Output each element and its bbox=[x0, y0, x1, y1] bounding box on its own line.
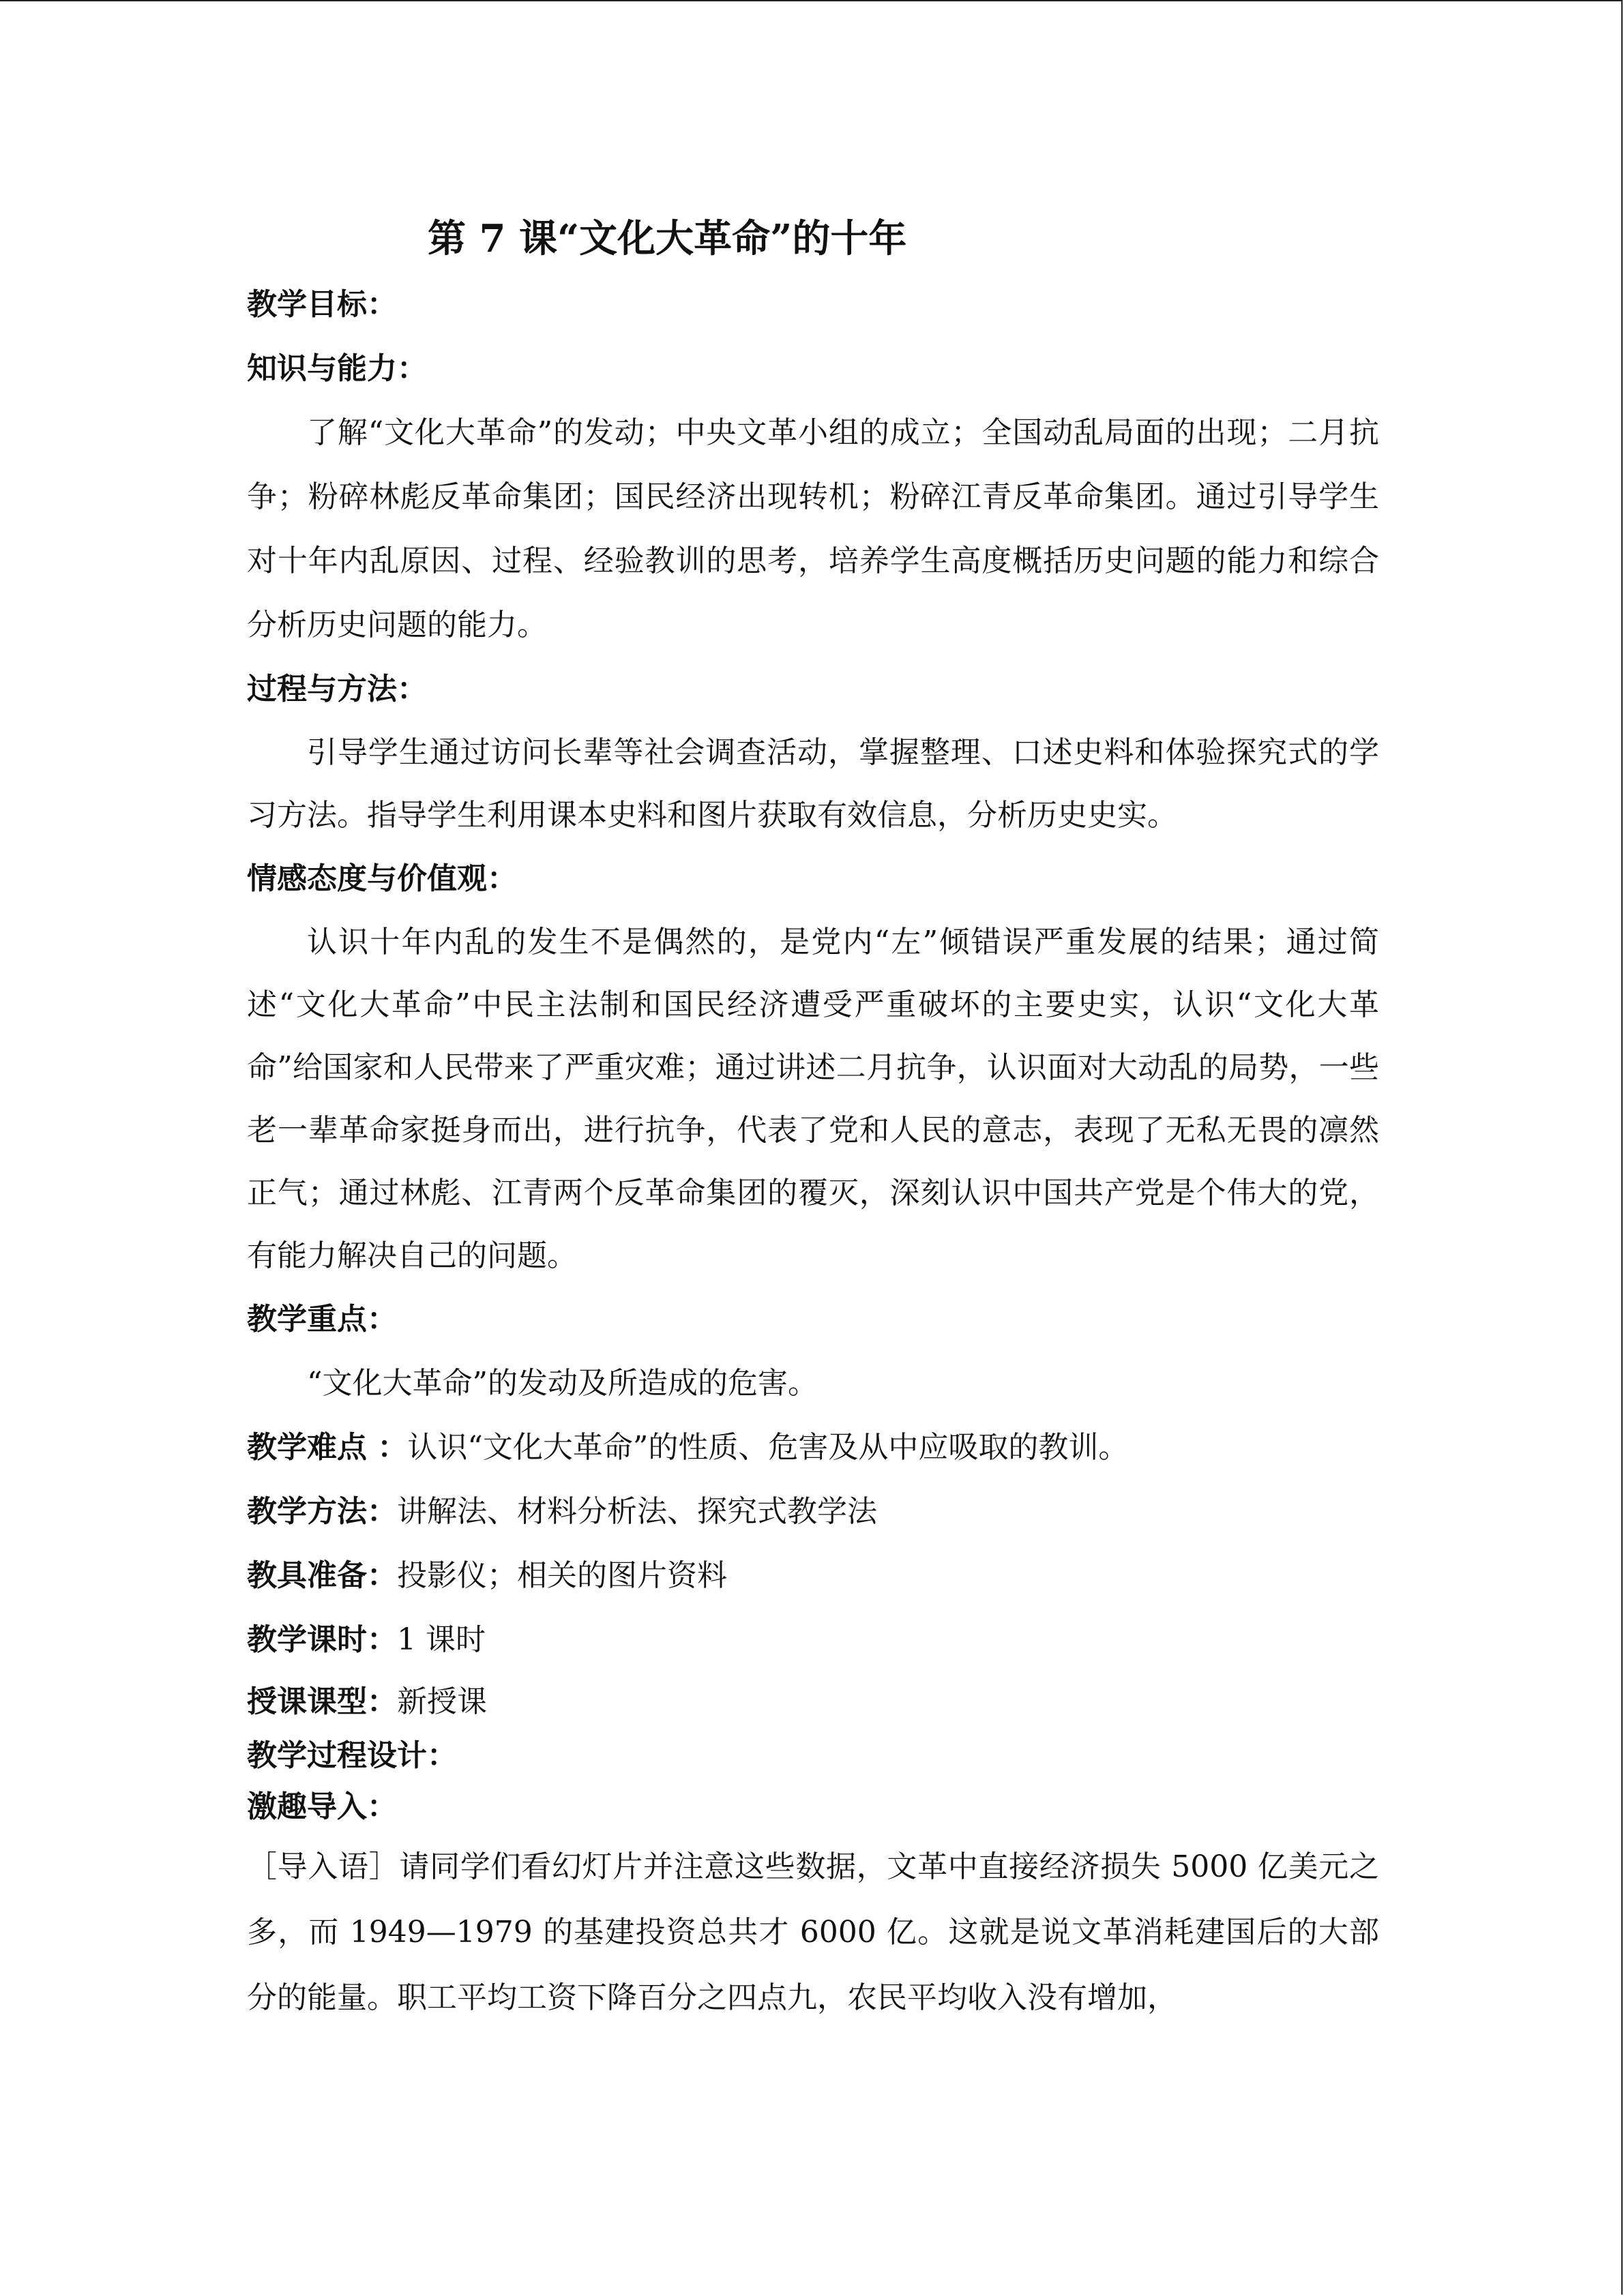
method-row bbox=[247, 1480, 1379, 1544]
tools-label: 教具准备： bbox=[247, 1558, 397, 1593]
difficulty-row bbox=[247, 1416, 1379, 1480]
key-point-heading: 教学重点： bbox=[247, 1302, 397, 1337]
process-heading: 过程与方法： bbox=[247, 672, 427, 706]
lesson-type-text: 新授课 bbox=[397, 1684, 487, 1719]
lesson-type-row bbox=[247, 1672, 1379, 1732]
method-label: 教学方法： bbox=[247, 1494, 397, 1529]
page-title: 第 7 课“文化大革命”的十年 bbox=[428, 216, 907, 261]
key-point-text: “文化大革命”的发动及所造成的危害。 bbox=[307, 1366, 818, 1401]
tools-text: 投影仪；相关的图片资料 bbox=[397, 1558, 727, 1593]
process-design-heading: 教学过程设计： bbox=[247, 1738, 457, 1773]
intro-heading: 激趣导入： bbox=[247, 1789, 397, 1824]
intro-text: ［导入语］请同学们看幻灯片并注意这些数据，文革中直接经济损失 5000 亿美元之多，而 1949—1979 的基建投资总共才 6000 亿。这就是说文革消耗建国后的大部分的能量。职工平均工资下降百分之四点九，农民平均收入没有增加， bbox=[247, 1849, 1379, 2015]
hours-row bbox=[247, 1608, 1379, 1672]
lesson-type-label: 授课课型： bbox=[247, 1684, 397, 1719]
emotion-heading: 情感态度与价值观： bbox=[247, 861, 517, 896]
hours-text: 1 课时 bbox=[397, 1622, 486, 1657]
process-text: 引导学生通过访问长辈等社会调查活动，掌握整理、口述史料和体验探究式的学习方法。指导学生利用课本史料和图片获取有效信息，分析历史史实。 bbox=[247, 735, 1379, 833]
difficulty-text: 认识“文化大革命”的性质、危害及从中应吸取的教训。 bbox=[407, 1430, 1129, 1465]
tools-row bbox=[247, 1544, 1379, 1608]
method-text: 讲解法、材料分析法、探究式教学法 bbox=[397, 1494, 877, 1529]
knowledge-text: 了解“文化大革命”的发动；中央文革小组的成立；全国动乱局面的出现；二月抗争；粉碎林彪反革命集团；国民经济出现转机；粉碎江青反革命集团。通过引导学生对十年内乱原因、过程、经验教训的思考，培养学生高度概括历史问题的能力和综合分析历史问题的能力。 bbox=[247, 415, 1379, 642]
document-body bbox=[247, 205, 1379, 2031]
hours-label: 教学课时： bbox=[247, 1622, 397, 1657]
difficulty-label: 教学难点 ： bbox=[247, 1430, 408, 1465]
emotion-text: 认识十年内乱的发生不是偶然的，是党内“左”倾错误严重发展的结果；通过简述“文化大革命”中民主法制和国民经济遭受严重破坏的主要史实，认识“文化大革命”给国家和人民带来了严重灾难；通过讲述二月抗争，认识面对大动乱的局势，一些老一辈革命家挺身而出，进行抗争，代表了党和人民的意志，表现了无私无畏的凛然正气；通过林彪、江青两个反革命集团的覆灭，深刻认识中国共产党是个伟大的党，有能力解决自己的问题。 bbox=[247, 925, 1379, 1273]
objectives-heading: 教学目标： bbox=[247, 287, 397, 322]
knowledge-heading: 知识与能力： bbox=[247, 351, 427, 386]
